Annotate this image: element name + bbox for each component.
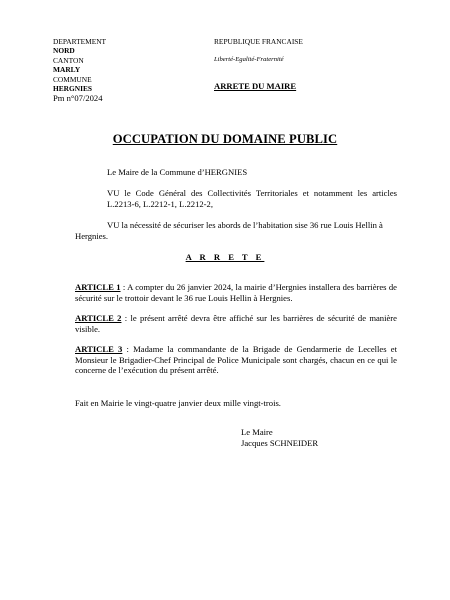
department-label: DEPARTEMENT (53, 37, 107, 46)
republic-motto: Liberté-Egalité-Fraternité (214, 56, 284, 63)
signatory-title: Le Maire (241, 427, 273, 437)
arrete-heading: A R R E T E (185, 252, 265, 262)
signing-date: Fait en Mairie le vingt-quatre janvier deux mille vingt-trois. (75, 398, 281, 408)
decree-reference: Pm n°07/2024 (53, 93, 103, 104)
legal-basis-paragraph: VU le Code Général des Collectivités Territoriales et notamment les articles L.2213-6, L.2212-1, L.2212-2, (107, 188, 397, 209)
article-1 (75, 282, 397, 303)
article-2-text: : le présent arrêté devra être affiché sur les barrières de sécurité de manière visible. (75, 313, 397, 334)
article-1-text: : A compter du 26 janvier 2024, la mairie d’Hergnies installera des barrières de sécurité sur le trottoir devant le 36 rue Louis Hellin à Hergnies. (75, 282, 397, 303)
commune-label: COMMUNE (53, 74, 92, 84)
justification-text: VU la nécessité de sécuriser les abords de l’habitation sise 36 rue Louis Hellin à Hergnies. (75, 220, 383, 241)
article-2-label: ARTICLE 2 (75, 313, 122, 323)
signature-block (241, 427, 318, 448)
article-3 (75, 344, 397, 376)
document-title: OCCUPATION DU DOMAINE PUBLIC (112, 132, 338, 146)
department-value: NORD (53, 46, 75, 56)
article-2 (75, 313, 397, 334)
canton-value: MARLY (53, 65, 81, 75)
article-1-label: ARTICLE 1 (75, 282, 121, 292)
justification-paragraph (75, 220, 397, 241)
administrative-header (53, 37, 106, 104)
signatory-name: Jacques SCHNEIDER (241, 437, 319, 448)
article-3-text: : Madame la commandante de la Brigade de Gendarmerie de Lecelles et Monsieur le Brigadier-Chef Principal de Police Municipale sont chargés, chacun en ce qui le concerne de l’exécution du présent arrêté. (75, 344, 397, 376)
arrete-du-maire-heading: ARRETE DU MAIRE (214, 81, 297, 91)
article-3-label: ARTICLE 3 (75, 344, 123, 354)
mayor-intro: Le Maire de la Commune d’HERGNIES (107, 167, 248, 177)
republic-header: REPUBLIQUE FRANCAISE (214, 37, 303, 46)
canton-label: CANTON (53, 55, 84, 65)
commune-value: HERGNIES (53, 84, 93, 94)
